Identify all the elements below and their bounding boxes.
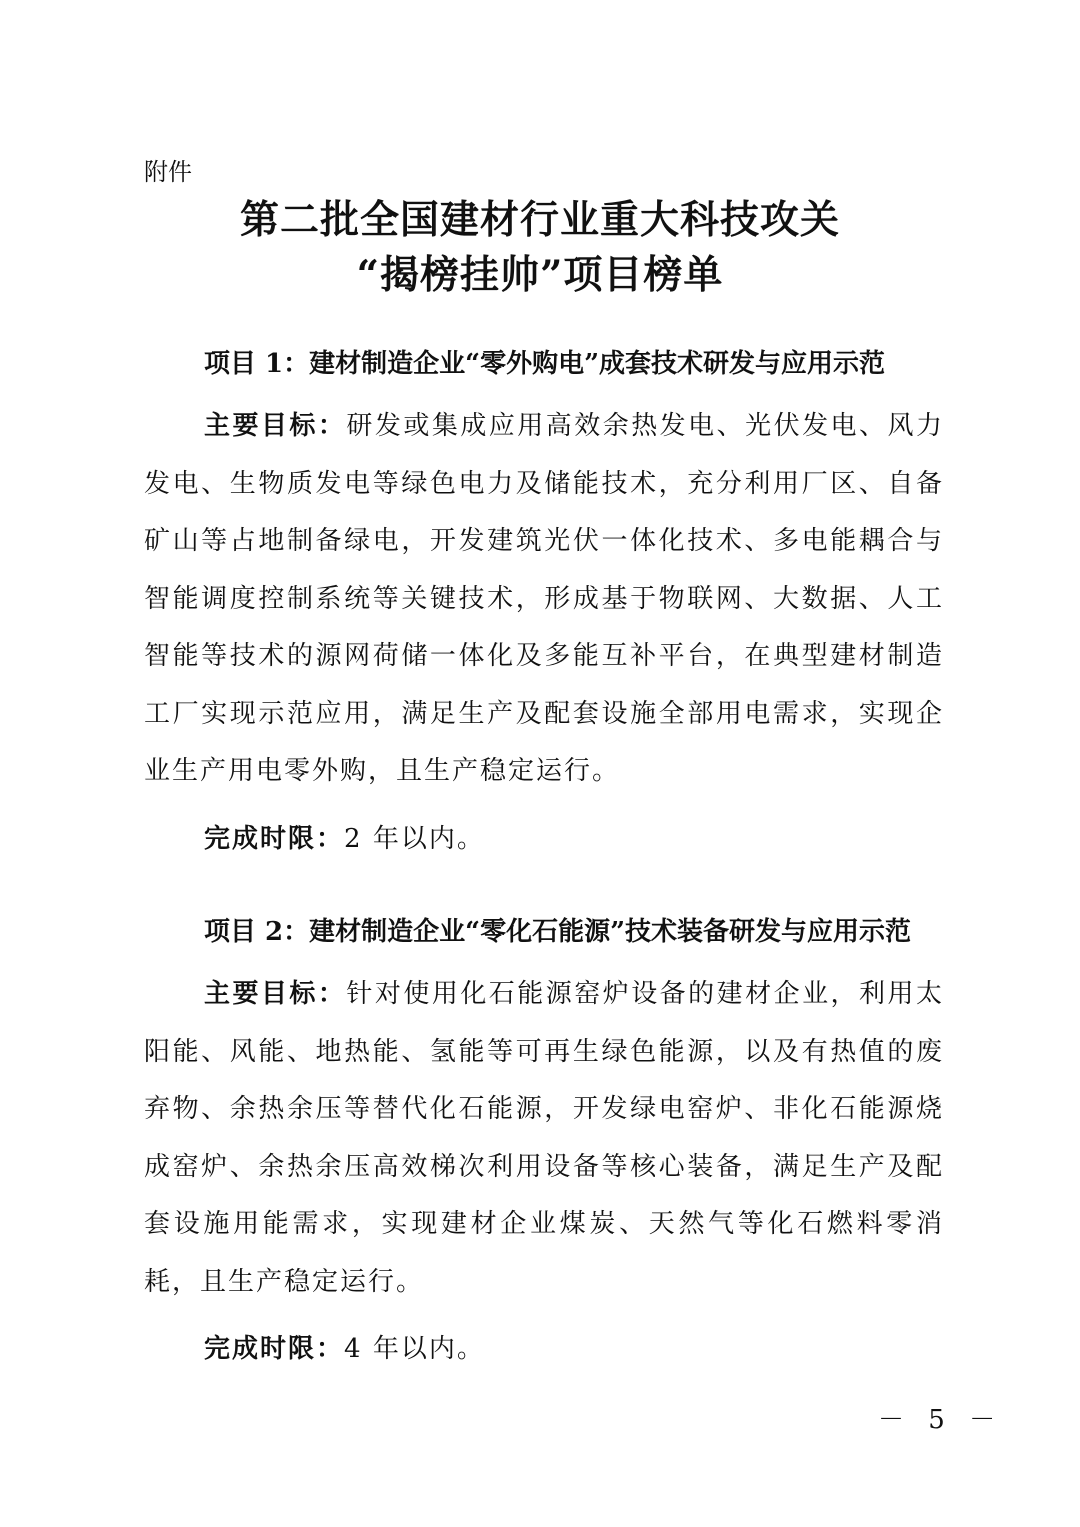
document-title-line-2: “揭榜挂帅”项目榜单 <box>356 252 724 298</box>
project-1-goal-text: 研发或集成应用高效余热发电、光伏发电、风力发电、生物质发电等绿色电力及储能技术，充分利用厂区、自备矿山等占地制备绿电，开发建筑光伏一体化技术、多电能耦合与智能调度控制系统等关键技术，形成基于物联网、大数据、人工智能等技术的源网荷储一体化及多能互补平台，在典型建材制造工厂实现示范应用，满足生产及配套设施全部用电需求，实现企业生产用电零外购，且生产稳定运行。 <box>144 411 944 786</box>
project-1-goal-label: 主要目标： <box>204 411 347 441</box>
project-2-goal-label: 主要目标： <box>204 979 347 1009</box>
project-1-title: 项目 1：建材制造企业“零外购电”成套技术研发与应用示范 <box>204 349 886 379</box>
project-2-deadline-text: 4 年以内。 <box>344 1334 485 1364</box>
project-2-goal <box>144 966 944 1311</box>
project-1-goal <box>144 398 944 801</box>
project-1-deadline-text: 2 年以内。 <box>344 823 485 854</box>
project-2-deadline-label: 完成时限： <box>204 1334 345 1364</box>
project-2-section <box>144 910 944 1378</box>
document-title-line-1: 第二批全国建材行业重大科技攻关 <box>239 197 840 243</box>
attachment-label: 附件 <box>144 158 192 186</box>
project-1-deadline-label: 完成时限： <box>204 823 345 854</box>
project-2-goal-text: 针对使用化石能源窑炉设备的建材企业，利用太阳能、风能、地热能、氢能等可再生绿色能源，以及有热值的废弃物、余热余压等替代化石能源，开发绿电窑炉、非化石能源烧成窑炉、余热余压高效梯次利用设备等核心装备，满足生产及配套设施用能需求，实现建材企业煤炭、天然气等化石燃料零消耗，且生产稳定运行。 <box>144 979 944 1297</box>
project-2-title: 项目 2：建材制造企业“零化石能源”技术装备研发与应用示范 <box>204 917 912 947</box>
project-1-section <box>144 342 944 868</box>
project-2-deadline <box>144 1321 944 1378</box>
project-1-deadline <box>144 811 944 868</box>
page-number: － 5 － <box>878 1405 1004 1435</box>
